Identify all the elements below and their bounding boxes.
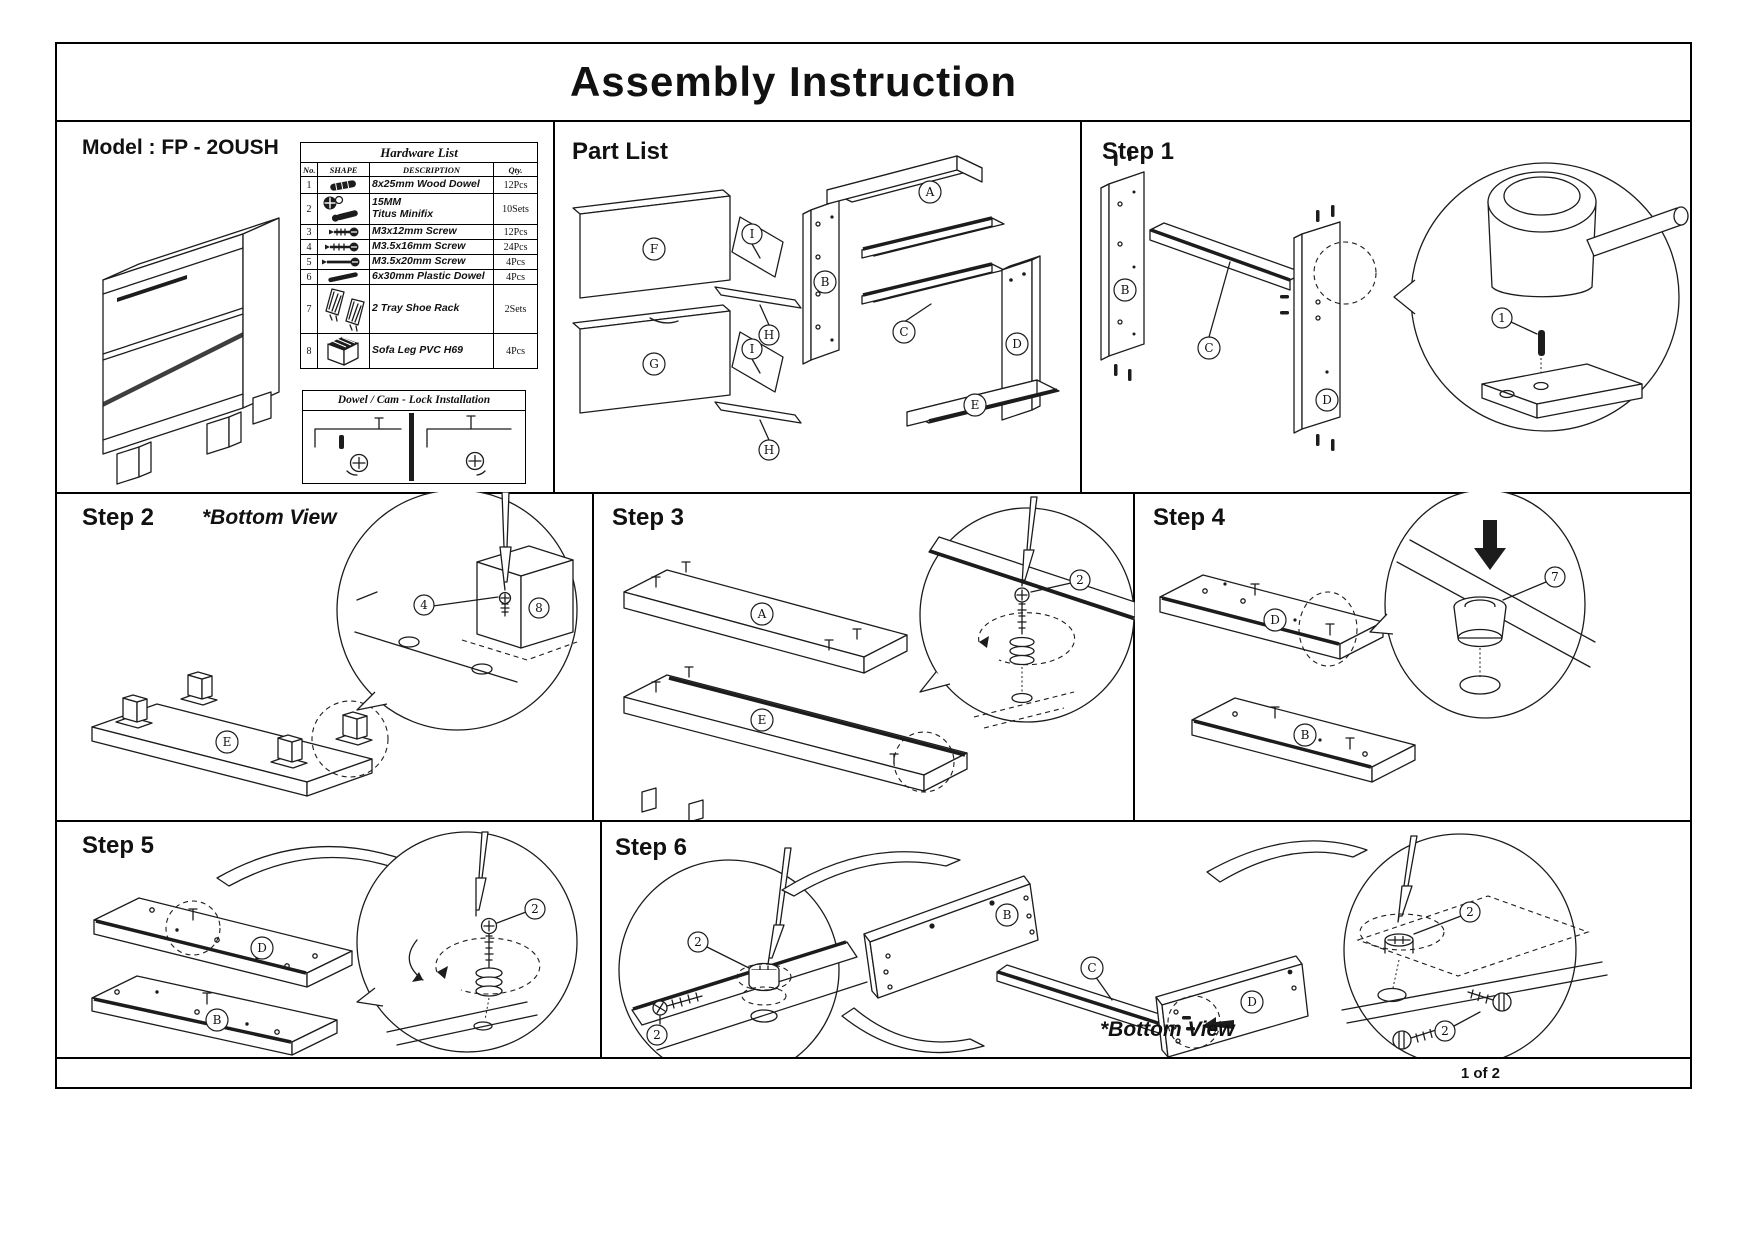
svg-text:C: C <box>899 325 909 339</box>
part-label-b <box>1114 279 1136 301</box>
svg-text:A: A <box>757 607 767 621</box>
callout-insert <box>1545 567 1565 587</box>
svg-text:D: D <box>1322 393 1332 407</box>
col-header-no: No. <box>301 163 318 177</box>
part-label-c <box>1081 957 1103 979</box>
svg-text:D: D <box>1270 613 1280 627</box>
step-1-title: Step 1 <box>1102 138 1175 165</box>
callout-minifix <box>1435 1021 1455 1041</box>
dowel-cam-title: Dowel / Cam - Lock Installation <box>303 391 525 411</box>
svg-text:H: H <box>763 443 775 457</box>
screw-icon <box>320 240 366 254</box>
step-1-panel <box>1082 122 1690 492</box>
svg-text:G: G <box>649 357 659 371</box>
detail-bubble <box>1344 834 1576 1057</box>
swoosh-arrow <box>1207 841 1367 882</box>
bottom-view-note: *Bottom View <box>202 506 337 529</box>
col-header-shape: SHAPE <box>318 163 370 177</box>
page-indicator: 1 of 2 <box>1460 1065 1500 1082</box>
row-1 <box>57 122 1690 494</box>
step-3-title: Step 3 <box>612 504 685 531</box>
part-label-e <box>964 394 986 416</box>
sofa-leg-icon <box>320 334 366 368</box>
step-4-title: Step 4 <box>1153 504 1226 531</box>
step-2-drawing <box>57 492 594 820</box>
part-c-rails <box>862 218 1004 304</box>
svg-text:B: B <box>820 275 830 289</box>
part-label-d <box>1241 991 1263 1013</box>
footer-band <box>57 1057 1690 1087</box>
svg-text:2: 2 <box>653 1028 661 1042</box>
hardware-row: 4 M3.5x16mm Screw 24Pcs <box>301 240 538 255</box>
part-label-b <box>996 904 1018 926</box>
part-label-e <box>216 731 238 753</box>
plastic-dowel-icon <box>320 270 366 284</box>
hardware-row: 8 Sofa Leg PVC H69 4Pcs <box>301 334 538 369</box>
svg-text:E: E <box>970 398 980 412</box>
callout-minifix <box>525 899 545 919</box>
callout-minifix <box>647 1025 667 1045</box>
svg-text:I: I <box>749 342 755 356</box>
screw-icon <box>320 225 366 239</box>
part-label-c <box>1198 337 1220 359</box>
callout-leg <box>529 598 549 618</box>
svg-text:F: F <box>649 242 659 256</box>
hardware-row: 7 2 Tray Shoe Rack 2Sets <box>301 285 538 334</box>
svg-text:B: B <box>1300 728 1310 742</box>
part-label-a <box>919 181 941 203</box>
step-4-drawing <box>1135 492 1690 820</box>
part-label-b <box>206 1009 228 1031</box>
part-label-i <box>742 224 762 244</box>
svg-text:8: 8 <box>535 601 543 615</box>
part-label-c <box>893 321 915 343</box>
hardware-row: 5 M3.5x20mm Screw 4Pcs <box>301 255 538 270</box>
part-label-f <box>643 238 665 260</box>
part-label-g <box>643 353 665 375</box>
part-list-panel <box>555 122 1082 492</box>
screw-icon <box>320 255 366 269</box>
svg-text:2: 2 <box>531 902 539 916</box>
part-h-strip <box>715 287 801 308</box>
step-4-panel <box>1135 492 1690 820</box>
tray-shoe-rack-icon <box>320 285 370 333</box>
wood-dowel-icon <box>1538 330 1545 356</box>
hardware-row: 1 8x25mm Wood Dowel 12Pcs <box>301 177 538 194</box>
hardware-list <box>300 142 537 369</box>
swoosh-arrow <box>782 852 960 896</box>
svg-text:7: 7 <box>1551 570 1559 584</box>
col-header-qty: Qty. <box>494 163 538 177</box>
cabinet-illustration <box>103 218 279 484</box>
part-label-h <box>759 440 779 460</box>
board-b <box>1101 149 1144 381</box>
svg-text:B: B <box>212 1013 222 1027</box>
dowel-cam-diagram <box>303 411 523 483</box>
model-panel <box>57 122 555 492</box>
callout-screw <box>414 595 434 615</box>
row-2 <box>57 492 1690 822</box>
part-label-d <box>1006 333 1028 355</box>
svg-text:B: B <box>1002 908 1012 922</box>
step-3-panel <box>594 492 1135 820</box>
part-h-strip <box>715 402 801 423</box>
detail-bubble <box>920 508 1134 722</box>
board-e <box>624 667 967 820</box>
hardware-row: 3 M3x12mm Screw 12Pcs <box>301 225 538 240</box>
svg-text:2: 2 <box>1466 905 1474 919</box>
board-c <box>1150 223 1304 290</box>
part-label-d <box>1316 389 1338 411</box>
col-header-description: DESCRIPTION <box>370 163 494 177</box>
step-2-title: Step 2 <box>82 504 155 531</box>
svg-text:C: C <box>1204 341 1214 355</box>
minifix-cam-icon <box>320 194 366 224</box>
board-d <box>1280 205 1340 451</box>
part-label-h <box>759 325 779 345</box>
part-list-title: Part List <box>572 138 669 165</box>
part-label-i <box>742 339 762 359</box>
callout-dowel <box>1492 308 1512 328</box>
svg-text:E: E <box>757 713 767 727</box>
svg-text:E: E <box>222 735 232 749</box>
svg-text:H: H <box>763 328 775 342</box>
callout-minifix <box>688 932 708 952</box>
svg-text:D: D <box>257 941 267 955</box>
swoosh-arrow <box>842 1008 984 1053</box>
part-a-top-board <box>827 156 982 204</box>
page-title: Assembly Instruction <box>569 58 1018 105</box>
svg-text:I: I <box>749 227 755 241</box>
bottom-view-note: *Bottom View <box>1100 1018 1235 1041</box>
svg-text:A: A <box>925 185 935 199</box>
wood-dowel-icon <box>320 177 366 193</box>
dowel-cam-installation-box <box>302 390 526 484</box>
part-list-drawing <box>555 122 1080 492</box>
svg-text:1: 1 <box>1498 311 1506 325</box>
svg-text:2: 2 <box>1441 1024 1449 1038</box>
svg-text:C: C <box>1087 961 1097 975</box>
row-3 <box>57 820 1690 1057</box>
detail-bubble <box>357 832 577 1052</box>
title-band <box>57 44 1690 122</box>
part-label-a <box>751 603 773 625</box>
step-2-panel <box>57 492 594 820</box>
hardware-row: 6 6x30mm Plastic Dowel 4Pcs <box>301 270 538 285</box>
svg-text:B: B <box>1120 283 1130 297</box>
svg-text:2: 2 <box>694 935 702 949</box>
svg-text:2: 2 <box>1076 573 1084 587</box>
step-6-title: Step 6 <box>615 834 688 861</box>
callout-minifix <box>1070 570 1090 590</box>
step-6-panel <box>602 820 1690 1057</box>
part-label-d <box>1264 609 1286 631</box>
step-5-panel <box>57 820 602 1057</box>
part-label-b <box>1294 724 1316 746</box>
svg-text:D: D <box>1247 995 1257 1009</box>
callout-minifix <box>1460 902 1480 922</box>
step-1-drawing <box>1082 122 1690 492</box>
svg-text:4: 4 <box>420 598 428 612</box>
hardware-list-title: Hardware List <box>301 143 538 163</box>
part-label-e <box>751 709 773 731</box>
instruction-sheet <box>55 42 1692 1089</box>
model-label: Model : FP - 2OUSH <box>82 136 279 159</box>
part-label-d <box>251 937 273 959</box>
step-5-title: Step 5 <box>82 832 155 859</box>
svg-text:D: D <box>1012 337 1022 351</box>
part-label-b <box>814 271 836 293</box>
board-d <box>94 898 352 987</box>
step-3-drawing <box>594 492 1135 820</box>
hardware-row: 2 15MM Titus Minifix 10Sets <box>301 194 538 225</box>
